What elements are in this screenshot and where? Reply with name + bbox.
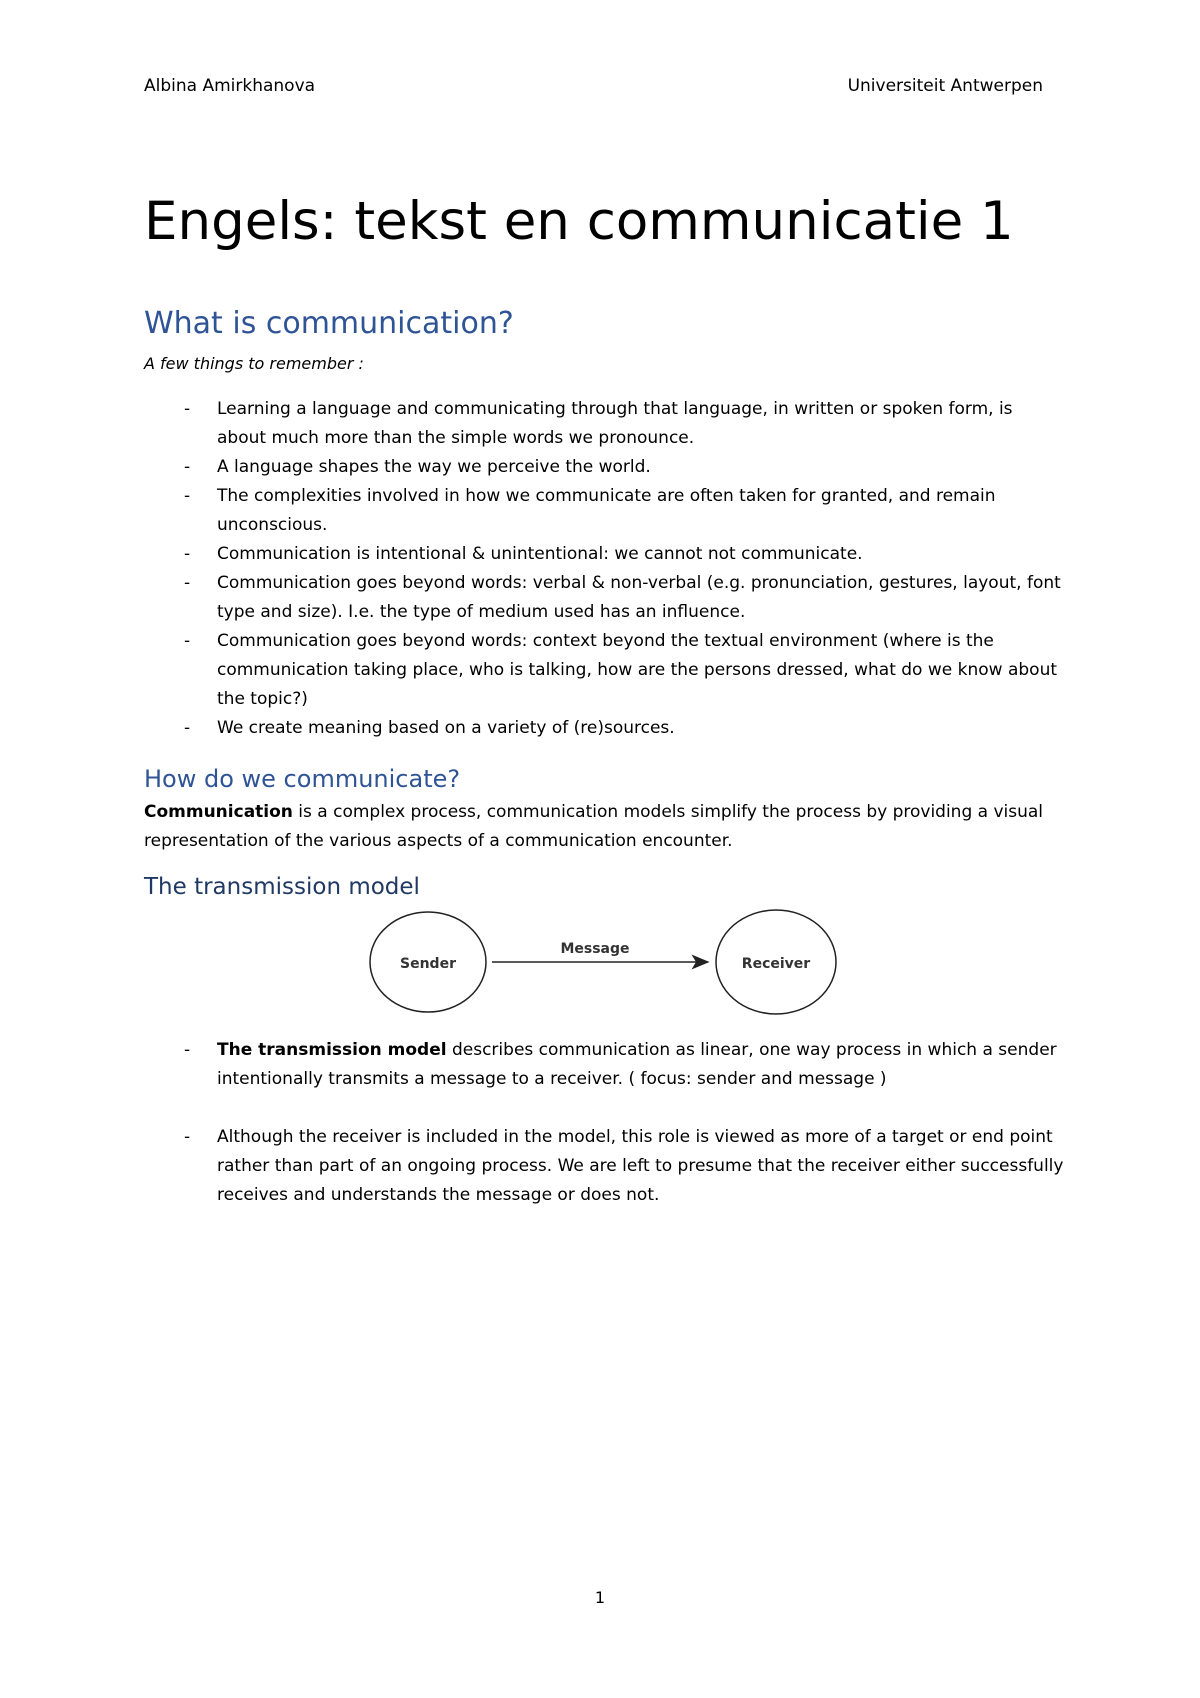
list-item-text: Learning a language and communicating through that language, in written or spoken form, is about much more than the simple words we pronounce. (217, 399, 1013, 448)
bullet-dash: - (184, 399, 191, 419)
section-intro: A few things to remember : (144, 354, 364, 373)
list-item (144, 714, 1064, 743)
list-item (144, 1036, 1064, 1094)
list-item (144, 453, 1064, 482)
paragraph-text: is a complex process, communication models simplify the process by providing a visual representation of the various aspects of a communication encounter. (144, 802, 1044, 851)
bullet-dash: - (184, 1040, 191, 1060)
list-item-text: describes communication as linear, one way process in which a sender intentionally transmits a message to a receiver. ( focus: sender and message ) (217, 1040, 1057, 1089)
header-author: Albina Amirkhanova (144, 76, 316, 96)
paragraph-bold-term: Communication (144, 802, 293, 822)
message-label: Message (560, 941, 630, 957)
section-heading-transmission-model: The transmission model (144, 874, 420, 900)
list-item (144, 569, 1064, 627)
section-paragraph (144, 798, 1064, 856)
page-number: 1 (594, 1588, 606, 1607)
sender-label: Sender (400, 956, 456, 972)
communication-bullet-list (144, 395, 1064, 743)
list-item (144, 627, 1064, 714)
section-heading-what-is-communication: What is communication? (144, 306, 514, 341)
bullet-dash: - (184, 486, 191, 506)
list-item (144, 540, 1064, 569)
list-item-text: Communication goes beyond words: context beyond the textual environment (where is the communication taking place, who is talking, how are the persons dressed, what do we know about the topic?) (217, 631, 1058, 709)
list-item-bold-term: The transmission model (217, 1040, 447, 1060)
bullet-dash: - (184, 1127, 191, 1147)
bullet-dash: - (184, 457, 191, 477)
bullet-dash: - (184, 544, 191, 564)
list-item (144, 1123, 1064, 1210)
receiver-label: Receiver (741, 956, 811, 972)
section-heading-how-do-we-communicate: How do we communicate? (144, 765, 461, 793)
transmission-bullet-list (144, 1036, 1064, 1210)
bullet-dash: - (184, 631, 191, 651)
transmission-model-diagram (360, 908, 850, 1018)
list-item-text: Although the receiver is included in the model, this role is viewed as more of a target or end point rather than part of an ongoing process. We are left to presume that the receiver either successfully receives and understands the message or does not. (217, 1127, 1064, 1205)
document-title: Engels: tekst en communicatie 1 (144, 191, 1014, 252)
list-item-text: Communication is intentional & unintentional: we cannot not communicate. (217, 544, 863, 564)
list-item (144, 395, 1064, 453)
list-item-text: Communication goes beyond words: verbal & non-verbal (e.g. pronunciation, gestures, layout, font type and size). I.e. the type of medium used has an influence. (217, 573, 1061, 622)
list-item (144, 482, 1064, 540)
bullet-dash: - (184, 573, 191, 593)
list-item-text: A language shapes the way we perceive the world. (217, 457, 651, 477)
list-item-text: The complexities involved in how we communicate are often taken for granted, and remain unconscious. (217, 486, 996, 535)
bullet-dash: - (184, 718, 191, 738)
header-institution: Universiteit Antwerpen (847, 76, 1043, 96)
list-item-text: We create meaning based on a variety of (re)sources. (217, 718, 675, 738)
